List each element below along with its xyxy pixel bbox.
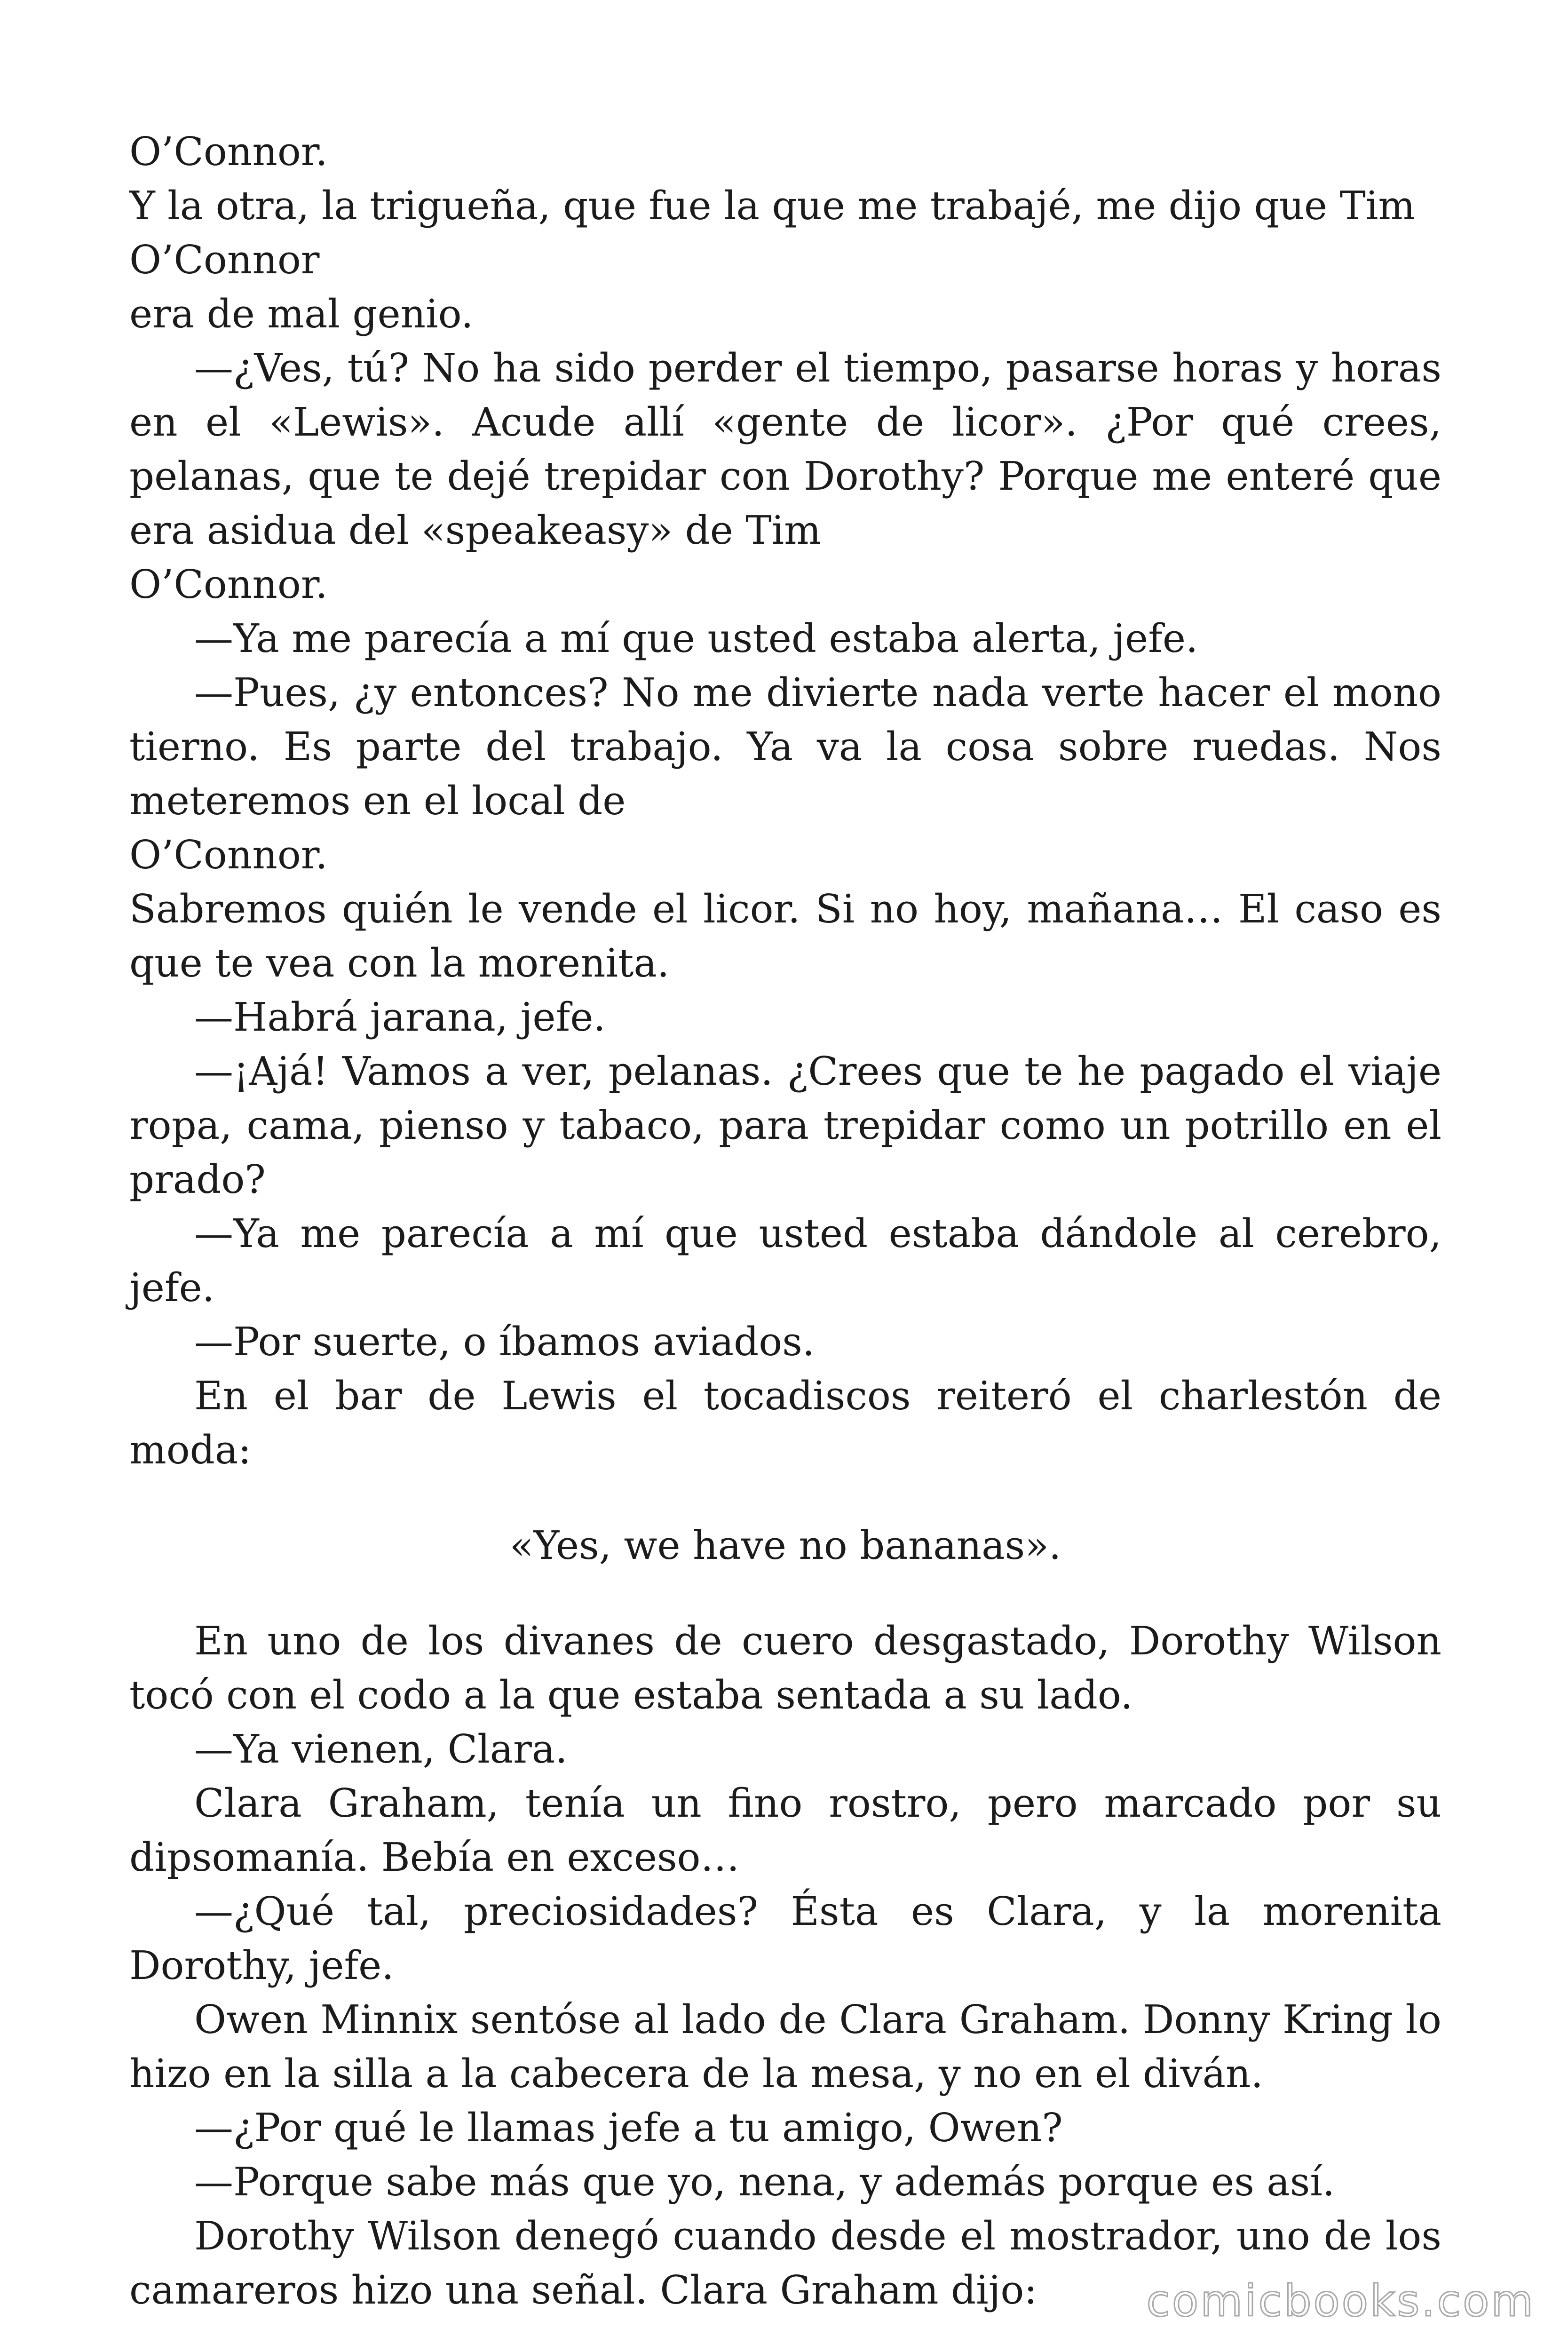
paragraph: Dorothy Wilson denegó cuando desde el mostrador, uno de los camareros hizo una señal. Clara Graham dijo: <box>129 2213 1441 2313</box>
watermark: comicbooks.com <box>1146 2276 1535 2326</box>
paragraph: —¿Ves, tú? No ha sido perder el tiempo, pasarse horas y horas en el «Lewis». Acude allí «gente de licor». ¿Por qué crees, pelanas, que te dejé trepidar con Dorothy? Porque me enteré que era asidua del «speakeasy» de Tim <box>129 345 1441 553</box>
paragraph: —Por suerte, o íbamos aviados. <box>194 1319 815 1365</box>
paragraph: —¿Qué tal, preciosidades? Ésta es Clara, y la morenita Dorothy, jefe. <box>129 1889 1441 1988</box>
paragraph: —Ya me parecía a mí que usted estaba alerta, jefe. <box>194 616 1198 661</box>
paragraph: En uno de los divanes de cuero desgastado, Dorothy Wilson tocó con el codo a la que estaba sentada a su lado. <box>129 1618 1441 1718</box>
paragraph: —Pues, ¿y entonces? No me divierte nada verte hacer el mono tierno. Es parte del trabajo. Ya va la cosa sobre ruedas. Nos meteremos en el local de <box>129 670 1441 824</box>
paragraph: —¡Ajá! Vamos a ver, pelanas. ¿Crees que te he pagado el viaje ropa, cama, pienso y tabaco, para trepidar como un potrillo en el prado? <box>129 1049 1441 1202</box>
body-text <box>129 125 1441 2317</box>
paragraph: —Porque sabe más que yo, nena, y además porque es así. <box>194 2159 1335 2205</box>
paragraph: En el bar de Lewis el tocadiscos reiteró el charlestón de moda: <box>129 1373 1441 1473</box>
paragraph: era de mal genio. <box>129 291 474 337</box>
paragraph: Owen Minnix sentóse al lado de Clara Graham. Donny Kring lo hizo en la silla a la cabecera de la mesa, y no en el diván. <box>129 1997 1441 2097</box>
centered-quote: «Yes, we have no bananas». <box>509 1523 1061 1568</box>
paragraph: O’Connor <box>129 237 320 283</box>
paragraph: Y la otra, la trigueña, que fue la que me trabajé, me dijo que Tim <box>129 183 1416 229</box>
paragraph: Clara Graham, tenía un fino rostro, pero marcado por su dipsomanía. Bebía en exceso… <box>129 1780 1441 1880</box>
paragraph: O’Connor. <box>129 832 328 878</box>
paragraph: —Habrá jarana, jefe. <box>194 994 606 1040</box>
paragraph: Sabremos quién le vende el licor. Si no hoy, mañana… El caso es que te vea con la morenita. <box>129 886 1441 986</box>
paragraph: —¿Por qué le llamas jefe a tu amigo, Owen? <box>194 2105 1063 2151</box>
paragraph: O’Connor. <box>129 129 328 175</box>
paragraph: O’Connor. <box>129 562 328 607</box>
paragraph: —Ya me parecía a mí que usted estaba dándole al cerebro, jefe. <box>129 1211 1441 1311</box>
paragraph: —Ya vienen, Clara. <box>194 1726 568 1772</box>
